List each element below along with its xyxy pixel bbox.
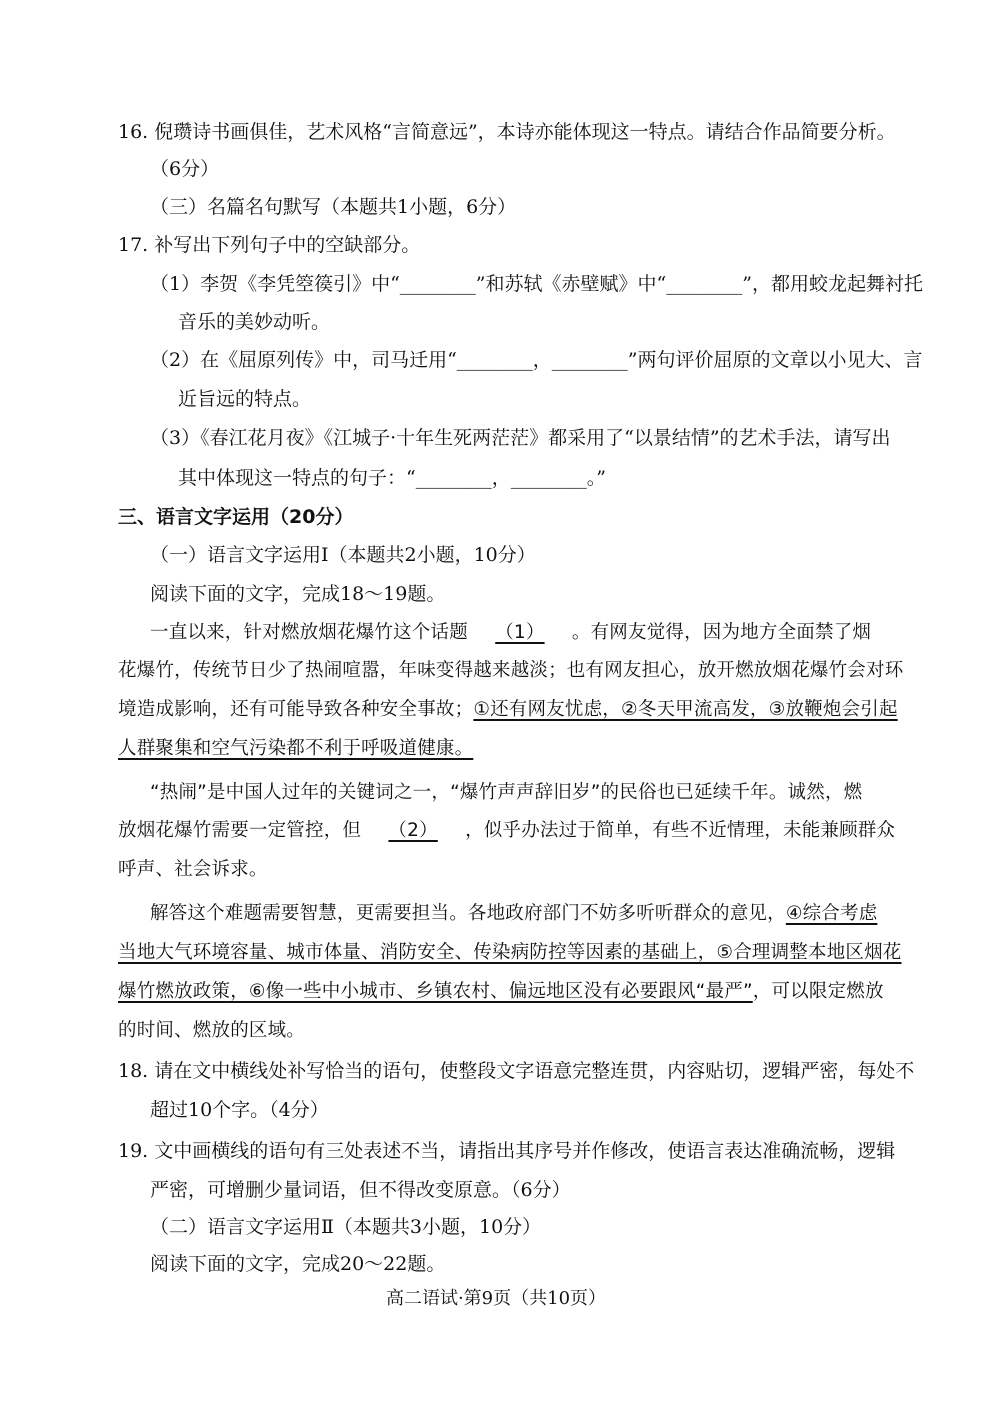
q16-line1: 16. 倪瓒诗书画俱佳，艺术风格“言简意远”，本诗亦能体现这一特点。请结合作品简要分析。 — [118, 121, 896, 143]
underlined-sentence: ①还有网友忧虑，②冬天甲流高发，③放鞭炮会引起 — [473, 699, 898, 720]
blank-2: （2） — [388, 820, 438, 841]
passage-p1-line3 — [118, 698, 898, 722]
page-footer: 高二语试·第9页（共10页） — [385, 1288, 607, 1309]
q17-part1-b: 音乐的美妙动听。 — [178, 311, 331, 333]
passage-p1-line2: 花爆竹，传统节日少了热闹喧嚣，年味变得越来越淡；也有网友担心，放开燃放烟花爆竹会对环 — [118, 660, 904, 681]
q17-part2-a: （2）在《屈原列传》中，司马迁用“________，________”两句评价屈原的文章以小见大、言 — [150, 349, 923, 371]
passage-text: 一直以来，针对燃放烟花爆竹这个话题 — [150, 622, 468, 643]
subsection-2-intro: 阅读下面的文字，完成20～22题。 — [150, 1253, 446, 1275]
underlined-sentence: 人群聚集和空气污染都不利于呼吸道健康。 — [118, 738, 474, 759]
passage-p2-line1: “热闹”是中国人过年的关键词之一，“爆竹声声辞旧岁”的民俗也已延续千年。诚然，燃 — [150, 782, 863, 803]
q17-part2-b: 近旨远的特点。 — [178, 388, 312, 410]
passage-text: 境造成影响，还有可能导致各种安全事故； — [118, 699, 474, 720]
passage-text: 放烟花爆竹需要一定管控，但 — [118, 820, 362, 841]
passage-text: ，可以限定燃放 — [752, 981, 884, 1002]
subsection-1-heading: （一）语言文字运用Ⅰ（本题共2小题，10分） — [150, 544, 536, 566]
section-3-heading: （三）名篇名句默写（本题共1小题，6分） — [150, 196, 517, 218]
passage-p3-line1 — [150, 902, 892, 926]
passage-p1-line4 — [118, 737, 892, 761]
q17-part1-a: （1）李贺《李凭箜篌引》中“________”和苏轼《赤壁赋》中“________”，都用蛟龙起舞衬托 — [150, 273, 923, 295]
passage-text: 。有网友觉得，因为地方全面禁了烟 — [571, 622, 872, 643]
passage-p3-line2 — [118, 941, 902, 965]
passage-p3-line3 — [118, 980, 892, 1004]
passage-p2-line2 — [118, 819, 896, 843]
passage-p3-line4: 的时间、燃放的区域。 — [118, 1020, 306, 1041]
q19-line1: 19. 文中画横线的语句有三处表述不当，请指出其序号并作修改，使语言表达准确流畅，逻辑 — [118, 1140, 896, 1162]
q19-line2: 严密，可增删少量词语，但不得改变原意。（6分） — [150, 1179, 571, 1201]
blank-1: （1） — [495, 622, 545, 643]
passage-p1-line1 — [150, 621, 892, 645]
underlined-sentence: 爆竹燃放政策，⑥像一些中小城市、乡镇农村、偏远地区没有必要跟风“最严” — [118, 981, 753, 1002]
q16-line2: （6分） — [150, 158, 220, 180]
passage-p2-line3: 呼声、社会诉求。 — [118, 859, 268, 880]
q18-line1: 18. 请在文中横线处补写恰当的语句，使整段文字语意完整连贯，内容贴切，逻辑严密，每处不 — [118, 1060, 915, 1082]
subsection-1-intro: 阅读下面的文字，完成18～19题。 — [150, 583, 446, 605]
q17-part3-b: 其中体现这一特点的句子：“________，________。” — [178, 467, 606, 489]
underlined-sentence: ④综合考虑 — [785, 903, 878, 924]
q17-part3-a: （3）《春江花月夜》《江城子·十年生死两茫茫》都采用了“以景结情”的艺术手法，请写出 — [150, 427, 891, 449]
passage-text: 解答这个难题需要智慧，更需要担当。各地政府部门不妨多听听群众的意见， — [150, 903, 786, 924]
passage-text: ，似乎办法过于简单，有些不近情理，未能兼顾群众 — [465, 820, 896, 841]
q18-line2: 超过10个字。（4分） — [150, 1099, 329, 1121]
part-3-heading: 三、语言文字运用（20分） — [118, 506, 354, 528]
q17-stem: 17. 补写出下列句子中的空缺部分。 — [118, 234, 421, 256]
subsection-2-heading: （二）语言文字运用Ⅱ（本题共3小题，10分） — [150, 1216, 542, 1238]
underlined-sentence: 当地大气环境容量、城市体量、消防安全、传染病防控等因素的基础上，⑤合理调整本地区烟花 — [118, 942, 902, 963]
